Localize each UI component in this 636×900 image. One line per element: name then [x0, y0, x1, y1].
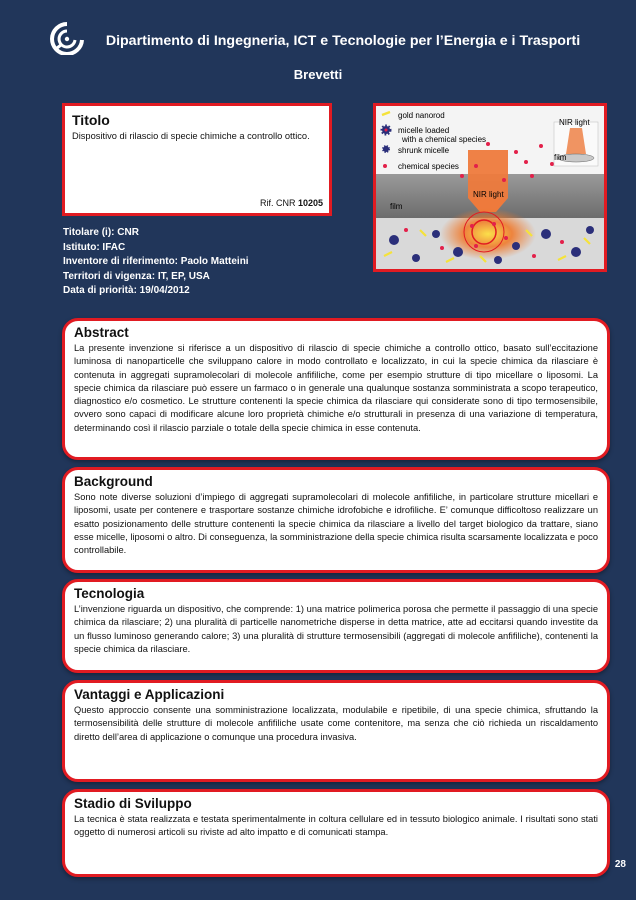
vantaggi-section [62, 680, 610, 782]
legend-micelle-line1: micelle loaded [398, 126, 450, 135]
inventor-line: Inventore di riferimento: Paolo Matteini [63, 256, 249, 268]
ref-label: Rif. CNR [259, 198, 296, 208]
legend-gold-nanorod: gold nanorod [398, 111, 445, 120]
abstract-text: La presente invenzione si riferisce a un dispositivo di rilascio di specie chimiche a controllo ottico, basato sull’eccitazione luminosa di nanoparticelle che sviluppano calore in modo controllato e localizzato, in cui la specie chimica da rilasciare è contenuta in aggregati supramolecolari di molecole anfifiliche, come per esempio strutture di tipo micellare o liposomi. La specie chimica da rilasciare può essere un farmaco o in generale una qualunque sostanza somministrata a scopo terapeutico, diagnostico e/o cosmetico. Le strutture contenenti la specie chimica da rilasciare qui considerate sono di tipo termosensibile, ovvero sono capaci di modificare alcune loro proprietà chimiche e/o strutturali in presenza di una variazione di temperatura, determinando così il rilascio parziale o totale della specie chimica in esse contenuta. [74, 343, 598, 433]
illustration-figure [373, 103, 607, 272]
background-section [62, 467, 610, 573]
page-subtitle: Brevetti [293, 67, 343, 82]
ref-number: 10205 [297, 198, 323, 208]
stadio-text: La tecnica è stata realizzata e testata sperimentalmente in coltura cellulare ed in tessuto biologico animale. I risultati sono stati oggetto di numerosi articoli su riviste ad alto impatto e di comunicati stampa. [74, 814, 598, 838]
tecnologia-text: L’invenzione riguarda un dispositivo, che comprende: 1) una matrice polimerica porosa che permette il passaggio di una specie chimica da rilasciare; 2) una pluralità di particelle nanometriche disperse in detta matrice, atte ad eccitarsi quando investite da un flusso luminoso generando calore; 3) una pluralità di strutture termosensibili (aggregati di molecole anfifiliche), contenenti la specie chimica da rilasciare. [74, 604, 598, 654]
background-heading: Background [74, 474, 153, 489]
title-heading: Titolo [72, 112, 110, 128]
inset-film-label: film [554, 153, 567, 162]
stadio-section [62, 789, 610, 877]
title-box [62, 103, 332, 216]
department-title: Dipartimento di Ingegneria, ICT e Tecnologie per l’Energia e i Trasporti [105, 33, 581, 49]
title-description: Dispositivo di rilascio di specie chimiche a controllo ottico. [72, 131, 310, 141]
institute-line: Istituto: IFAC [63, 241, 126, 253]
legend-micelle-line2: with a chemical species [402, 135, 487, 144]
patent-reference [260, 198, 323, 208]
legend-chemical-species: chemical species [398, 162, 459, 171]
priority-date-line: Data di priorità: 19/04/2012 [63, 285, 190, 297]
tecnologia-heading: Tecnologia [74, 586, 145, 601]
background-text: Sono note diverse soluzioni d’impiego di aggregati supramolecolari di molecole anfifiliche, in particolare strutture micellari e liposomi, usate per contenere e trasportare sostanze chimiche idrofobiche e idrofiliche. E’ comunque difficoltoso realizzare un esatto posizionamento delle strutture contenenti la specie chimica da rilasciare a livello del target biologico da trattare, siano esse micelle, liposomi o altro. Di conseguenza, la somministrazione della specie chimica risulta scarsamente localizzata e poco controllabile. [74, 492, 598, 556]
vantaggi-heading: Vantaggi e Applicazioni [74, 687, 225, 702]
vantaggi-text: Questo approccio consente una somministrazione localizzata, modulabile e ripetibile, di una specie chimica, sfruttando la termosensibilità delle strutture di molecole anfifiliche usate come contenitore, ma senza che ciò richieda un riscaldamento diretto dell’area di applicazione o comunque una procedura invasiva. [74, 705, 598, 742]
page-number: 28 [614, 859, 626, 870]
holder-line: Titolare (i): CNR [63, 227, 139, 238]
tecnologia-section [62, 579, 610, 673]
nir-light-label: NIR light [473, 190, 504, 199]
stadio-heading: Stadio di Sviluppo [74, 796, 192, 811]
film-label: film [390, 202, 403, 211]
abstract-section [62, 318, 610, 460]
inset-nir-label: NIR light [559, 118, 590, 127]
territories-line: Territori di vigenza: IT, EP, USA [63, 270, 210, 282]
patent-info [63, 226, 249, 299]
legend-shrunk-micelle: shrunk micelle [398, 146, 450, 155]
abstract-heading: Abstract [74, 325, 129, 340]
